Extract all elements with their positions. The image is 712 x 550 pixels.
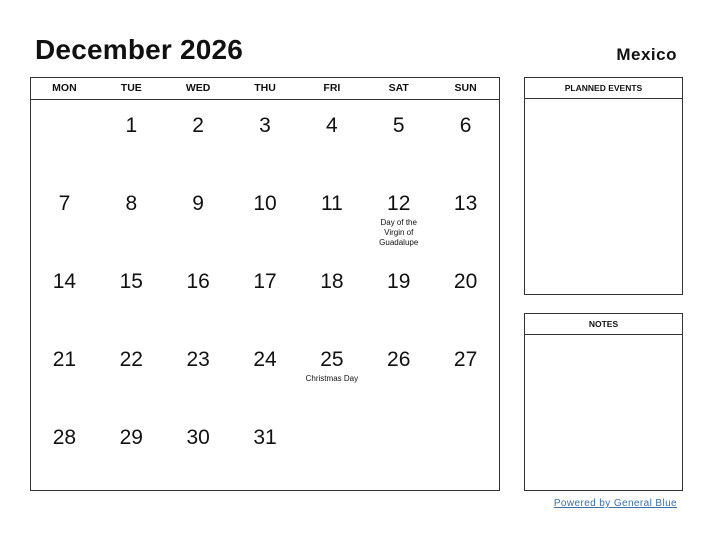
page-title: December 2026	[35, 34, 244, 65]
day-number: 17	[253, 270, 277, 293]
day-cell	[31, 412, 98, 490]
day-cell	[165, 256, 232, 334]
day-cell	[432, 412, 499, 490]
holiday-label: Christmas Day	[305, 374, 359, 383]
day-number: 10	[253, 192, 277, 215]
day-number: 24	[253, 348, 277, 371]
day-cell	[98, 100, 165, 178]
day-cell	[31, 178, 98, 256]
day-number: 7	[58, 192, 71, 215]
day-number: 13	[453, 192, 478, 215]
day-cell	[432, 334, 499, 412]
day-number: 22	[119, 348, 143, 371]
day-cell	[432, 256, 499, 334]
weekday-mon: MON	[52, 82, 77, 94]
day-number: 3	[259, 114, 271, 137]
day-cell	[365, 334, 432, 412]
week-row	[31, 334, 499, 412]
day-cell	[98, 334, 165, 412]
day-cell	[432, 100, 499, 178]
day-number: 31	[253, 426, 277, 449]
day-cell	[31, 100, 98, 178]
day-cell	[98, 256, 165, 334]
day-number: 12	[387, 192, 411, 215]
day-number: 6	[459, 114, 472, 137]
day-cell	[232, 412, 299, 490]
day-number: 8	[125, 192, 138, 215]
weekday-fri: FRI	[323, 82, 341, 94]
notes-panel	[524, 313, 683, 491]
day-number: 1	[125, 114, 138, 137]
day-number: 27	[453, 348, 478, 371]
day-number: 2	[192, 114, 204, 137]
day-cell	[298, 412, 365, 490]
day-number: 4	[326, 114, 338, 137]
day-number: 28	[52, 426, 77, 449]
day-cell	[365, 412, 432, 490]
week-row	[31, 256, 499, 334]
weekday-sun: SUN	[454, 82, 477, 94]
notes-heading: NOTES	[525, 314, 682, 335]
month-calendar	[30, 77, 500, 491]
day-number: 9	[192, 192, 204, 215]
day-cell	[365, 256, 432, 334]
day-number: 23	[186, 348, 210, 371]
day-number: 26	[387, 348, 411, 371]
day-cell	[165, 178, 232, 256]
day-number: 21	[52, 348, 77, 371]
week-row	[31, 412, 499, 490]
day-cell	[232, 100, 299, 178]
day-cell	[232, 334, 299, 412]
day-cell	[365, 100, 432, 178]
country-label: Mexico	[616, 45, 677, 64]
week-row	[31, 178, 499, 256]
planned-events-heading: PLANNED EVENTS	[525, 78, 682, 99]
day-cell	[98, 178, 165, 256]
weekday-thu: THU	[254, 82, 276, 94]
day-cell	[298, 256, 365, 334]
day-number: 16	[186, 270, 210, 293]
powered-by-link[interactable]: Powered by General Blue	[553, 498, 677, 509]
holiday-label: Day of the Virgin of Guadalupe	[379, 218, 419, 247]
day-number: 5	[392, 114, 405, 137]
day-cell	[165, 100, 232, 178]
weekday-header-row	[31, 78, 499, 100]
day-cell	[232, 256, 299, 334]
day-cell	[31, 334, 98, 412]
day-number: 14	[52, 270, 77, 293]
day-cell	[31, 256, 98, 334]
day-cell	[365, 178, 432, 256]
day-number: 18	[320, 270, 344, 293]
day-cell	[165, 334, 232, 412]
day-number: 20	[453, 270, 478, 293]
day-cell	[98, 412, 165, 490]
weekday-sat: SAT	[388, 82, 409, 94]
calendar-weeks	[31, 100, 499, 490]
day-cell	[298, 100, 365, 178]
day-number: 15	[119, 270, 143, 293]
day-number: 11	[320, 192, 343, 215]
day-cell	[432, 178, 499, 256]
weekday-tue: TUE	[120, 82, 142, 94]
day-number: 19	[387, 270, 411, 293]
day-number: 30	[186, 426, 210, 449]
planned-events-panel	[524, 77, 683, 295]
day-cell	[165, 412, 232, 490]
day-number: 29	[119, 426, 143, 449]
day-cell	[298, 334, 365, 412]
weekday-wed: WED	[185, 82, 211, 94]
day-cell	[298, 178, 365, 256]
day-number: 25	[320, 348, 344, 371]
day-cell	[232, 178, 299, 256]
week-row	[31, 100, 499, 178]
